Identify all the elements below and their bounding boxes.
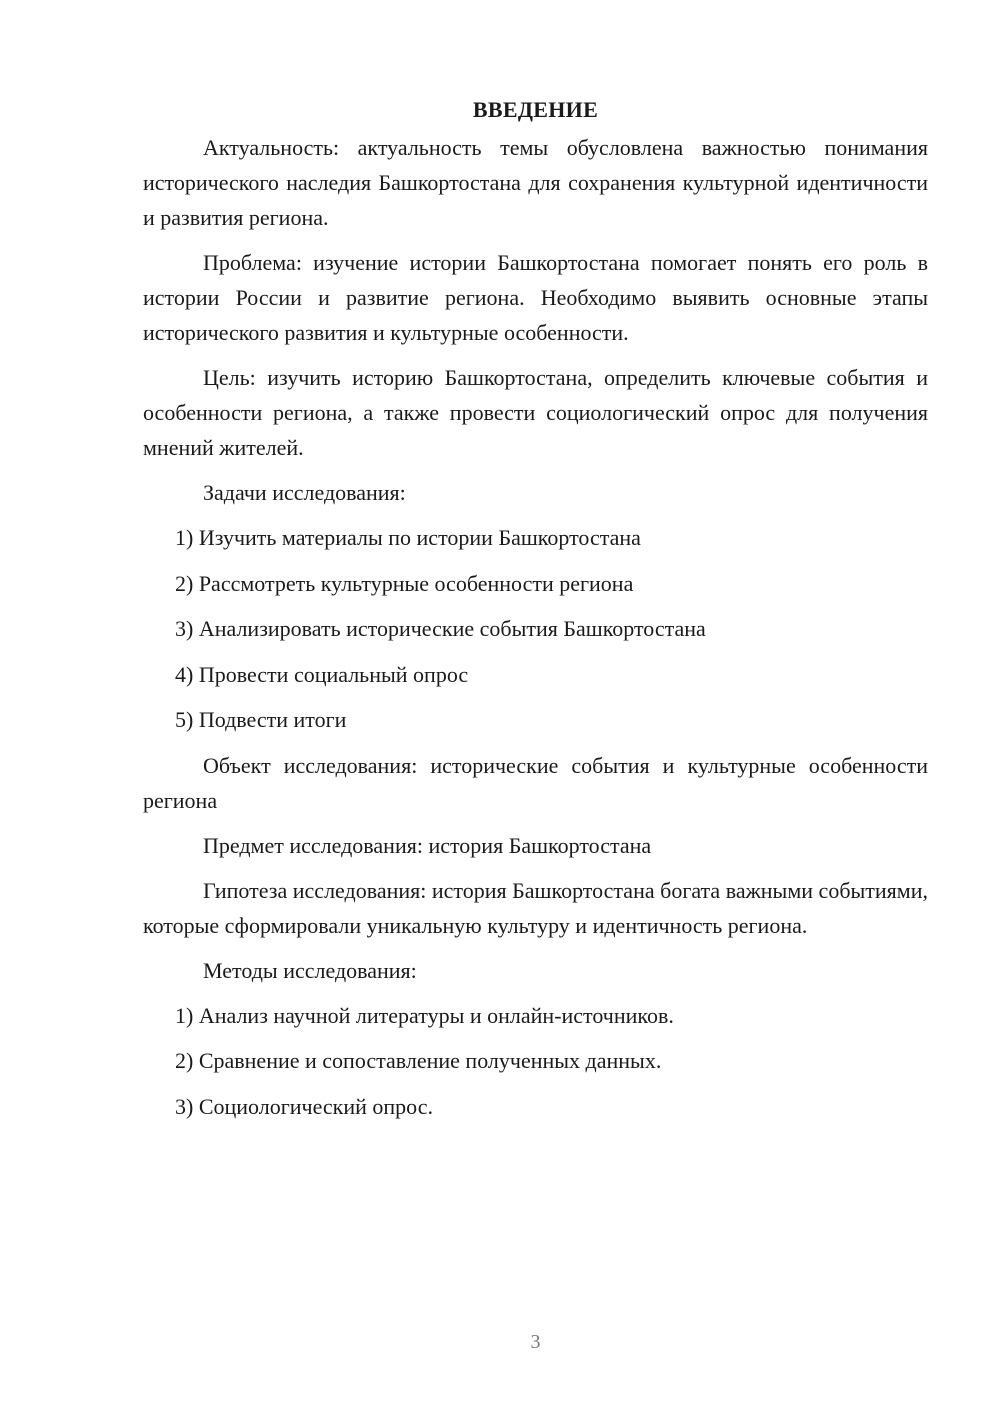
- object-paragraph: Объект исследования: исторические события и культурные особенности региона: [143, 752, 928, 813]
- task-item-2: 2) Рассмотреть культурные особенности региона: [175, 570, 634, 596]
- page-number: 3: [530, 1331, 541, 1353]
- subject-paragraph: Предмет исследования: история Башкортостана: [203, 832, 652, 858]
- tasks-list: [143, 520, 928, 737]
- tasks-heading: Задачи исследования:: [203, 480, 406, 505]
- method-item-2: 2) Сравнение и сопоставление полученных данных.: [175, 1048, 662, 1073]
- page-title: ВВЕДЕНИЕ: [472, 97, 599, 122]
- document-page: [143, 90, 928, 1134]
- methods-list: [143, 998, 928, 1124]
- relevance-paragraph: Актуальность: актуальность темы обусловлена важностью понимания исторического наследия Башкортостана для сохранения культурной идентичности и развития региона.: [143, 135, 928, 230]
- goal-paragraph: Цель: изучить историю Башкортостана, определить ключевые события и особенности региона, а также провести социологический опрос для получения мнений жителей.: [143, 365, 928, 460]
- task-item-3: 3) Анализировать исторические события Башкортостана: [175, 616, 706, 641]
- method-item-3: 3) Социологический опрос.: [175, 1093, 433, 1119]
- problem-paragraph: Проблема: изучение истории Башкортостана помогает понять его роль в истории России и развитие региона. Необходимо выявить основные этапы исторического развития и культурные особенности.: [143, 250, 928, 345]
- hypothesis-paragraph: Гипотеза исследования: история Башкортостана богата важными событиями, которые сформировали уникальную культуру и идентичность региона.: [143, 877, 928, 938]
- task-item-1: 1) Изучить материалы по истории Башкортостана: [175, 525, 641, 550]
- method-item-1: 1) Анализ научной литературы и онлайн-источников.: [175, 1002, 674, 1028]
- task-item-4: 4) Провести социальный опрос: [175, 661, 469, 687]
- methods-heading: Методы исследования:: [203, 957, 417, 983]
- task-item-5: 5) Подвести итоги: [175, 707, 347, 732]
